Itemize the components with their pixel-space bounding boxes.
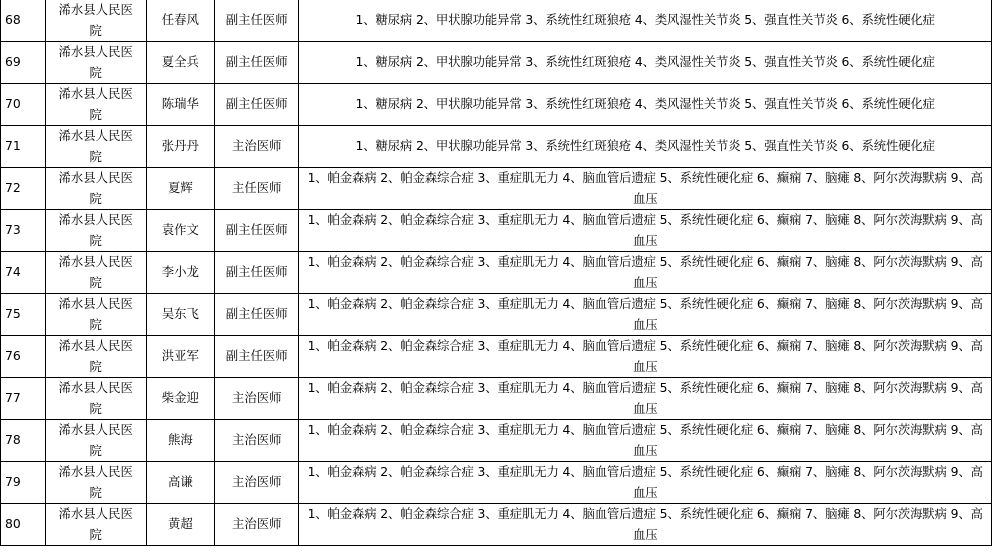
specialties-cell: 1、糖尿病 2、甲状腺功能异常 3、系统性红斑狼疮 4、类风湿性关节炎 5、强直性关节炎 6、系统性硬化症 xyxy=(299,126,992,168)
hospital-name: 浠水县人民医院 xyxy=(58,464,133,500)
doctor-title-cell: 主治医师 xyxy=(215,378,299,420)
specialties-cell: 1、帕金森病 2、帕金森综合症 3、重症肌无力 4、脑血管后遗症 5、系统性硬化症 6、癫痫 7、脑瘫 8、阿尔茨海默病 9、高血压 xyxy=(299,378,992,420)
hospital-name: 浠水县人民医院 xyxy=(58,44,133,80)
doctor-name-cell: 熊海 xyxy=(146,420,214,462)
specialties-cell: 1、糖尿病 2、甲状腺功能异常 3、系统性红斑狼疮 4、类风湿性关节炎 5、强直性关节炎 6、系统性硬化症 xyxy=(299,42,992,84)
row-number-cell: 71 xyxy=(1,126,46,168)
hospital-name: 浠水县人民医院 xyxy=(58,86,133,122)
table-row xyxy=(1,504,992,546)
specialties-cell: 1、帕金森病 2、帕金森综合症 3、重症肌无力 4、脑血管后遗症 5、系统性硬化症 6、癫痫 7、脑瘫 8、阿尔茨海默病 9、高血压 xyxy=(299,504,992,546)
doctor-roster-body xyxy=(1,0,992,546)
doctor-title-cell: 副主任医师 xyxy=(215,336,299,378)
doctor-title-cell: 副主任医师 xyxy=(215,42,299,84)
hospital-name: 浠水县人民医院 xyxy=(58,506,133,542)
table-row xyxy=(1,42,992,84)
table-row xyxy=(1,336,992,378)
doctor-title-cell: 副主任医师 xyxy=(215,210,299,252)
hospital-cell xyxy=(45,378,146,420)
table-row xyxy=(1,252,992,294)
hospital-name: 浠水县人民医院 xyxy=(58,2,133,38)
specialties-cell: 1、帕金森病 2、帕金森综合症 3、重症肌无力 4、脑血管后遗症 5、系统性硬化症 6、癫痫 7、脑瘫 8、阿尔茨海默病 9、高血压 xyxy=(299,168,992,210)
doctor-title-cell: 主治医师 xyxy=(215,462,299,504)
doctor-name-cell: 李小龙 xyxy=(146,252,214,294)
row-number-cell: 80 xyxy=(1,504,46,546)
hospital-cell xyxy=(45,462,146,504)
doctor-name-cell: 高谦 xyxy=(146,462,214,504)
row-number-cell: 78 xyxy=(1,420,46,462)
hospital-cell xyxy=(45,336,146,378)
doctor-title-cell: 副主任医师 xyxy=(215,0,299,42)
hospital-name: 浠水县人民医院 xyxy=(58,380,133,416)
hospital-cell xyxy=(45,0,146,42)
doctor-name-cell: 陈瑞华 xyxy=(146,84,214,126)
hospital-name: 浠水县人民医院 xyxy=(58,296,133,332)
hospital-cell xyxy=(45,504,146,546)
specialties-cell: 1、糖尿病 2、甲状腺功能异常 3、系统性红斑狼疮 4、类风湿性关节炎 5、强直性关节炎 6、系统性硬化症 xyxy=(299,0,992,42)
hospital-name: 浠水县人民医院 xyxy=(58,254,133,290)
specialties-cell: 1、帕金森病 2、帕金森综合症 3、重症肌无力 4、脑血管后遗症 5、系统性硬化症 6、癫痫 7、脑瘫 8、阿尔茨海默病 9、高血压 xyxy=(299,336,992,378)
doctor-title-cell: 主任医师 xyxy=(215,168,299,210)
specialties-cell: 1、帕金森病 2、帕金森综合症 3、重症肌无力 4、脑血管后遗症 5、系统性硬化症 6、癫痫 7、脑瘫 8、阿尔茨海默病 9、高血压 xyxy=(299,252,992,294)
hospital-name: 浠水县人民医院 xyxy=(58,170,133,206)
doctor-title-cell: 主治医师 xyxy=(215,504,299,546)
doctor-title-cell: 副主任医师 xyxy=(215,252,299,294)
row-number-cell: 79 xyxy=(1,462,46,504)
doctor-name-cell: 黄超 xyxy=(146,504,214,546)
row-number-cell: 74 xyxy=(1,252,46,294)
row-number-cell: 69 xyxy=(1,42,46,84)
table-row xyxy=(1,84,992,126)
hospital-cell xyxy=(45,294,146,336)
table-row xyxy=(1,378,992,420)
specialties-cell: 1、帕金森病 2、帕金森综合症 3、重症肌无力 4、脑血管后遗症 5、系统性硬化症 6、癫痫 7、脑瘫 8、阿尔茨海默病 9、高血压 xyxy=(299,420,992,462)
table-row xyxy=(1,210,992,252)
hospital-name: 浠水县人民医院 xyxy=(58,338,133,374)
row-number-cell: 77 xyxy=(1,378,46,420)
hospital-cell xyxy=(45,84,146,126)
row-number-cell: 68 xyxy=(1,0,46,42)
doctor-name-cell: 任春风 xyxy=(146,0,214,42)
hospital-cell xyxy=(45,420,146,462)
hospital-cell xyxy=(45,126,146,168)
table-row xyxy=(1,294,992,336)
doctor-title-cell: 主治医师 xyxy=(215,126,299,168)
hospital-name: 浠水县人民医院 xyxy=(58,128,133,164)
hospital-cell xyxy=(45,210,146,252)
doctor-title-cell: 副主任医师 xyxy=(215,294,299,336)
doctor-title-cell: 主治医师 xyxy=(215,420,299,462)
specialties-cell: 1、帕金森病 2、帕金森综合症 3、重症肌无力 4、脑血管后遗症 5、系统性硬化症 6、癫痫 7、脑瘫 8、阿尔茨海默病 9、高血压 xyxy=(299,210,992,252)
doctor-name-cell: 吴东飞 xyxy=(146,294,214,336)
hospital-cell xyxy=(45,168,146,210)
doctor-name-cell: 袁作文 xyxy=(146,210,214,252)
table-row xyxy=(1,462,992,504)
doctor-name-cell: 张丹丹 xyxy=(146,126,214,168)
specialties-cell: 1、糖尿病 2、甲状腺功能异常 3、系统性红斑狼疮 4、类风湿性关节炎 5、强直性关节炎 6、系统性硬化症 xyxy=(299,84,992,126)
row-number-cell: 73 xyxy=(1,210,46,252)
row-number-cell: 72 xyxy=(1,168,46,210)
hospital-name: 浠水县人民医院 xyxy=(58,212,133,248)
table-row xyxy=(1,168,992,210)
doctor-name-cell: 夏全兵 xyxy=(146,42,214,84)
doctor-name-cell: 洪亚军 xyxy=(146,336,214,378)
table-row xyxy=(1,420,992,462)
doctor-name-cell: 夏辉 xyxy=(146,168,214,210)
doctor-name-cell: 柴金迎 xyxy=(146,378,214,420)
specialties-cell: 1、帕金森病 2、帕金森综合症 3、重症肌无力 4、脑血管后遗症 5、系统性硬化症 6、癫痫 7、脑瘫 8、阿尔茨海默病 9、高血压 xyxy=(299,462,992,504)
hospital-cell xyxy=(45,252,146,294)
row-number-cell: 76 xyxy=(1,336,46,378)
hospital-name: 浠水县人民医院 xyxy=(58,422,133,458)
row-number-cell: 70 xyxy=(1,84,46,126)
specialties-cell: 1、帕金森病 2、帕金森综合症 3、重症肌无力 4、脑血管后遗症 5、系统性硬化症 6、癫痫 7、脑瘫 8、阿尔茨海默病 9、高血压 xyxy=(299,294,992,336)
table-row xyxy=(1,126,992,168)
row-number-cell: 75 xyxy=(1,294,46,336)
hospital-cell xyxy=(45,42,146,84)
doctor-title-cell: 副主任医师 xyxy=(215,84,299,126)
table-row xyxy=(1,0,992,42)
